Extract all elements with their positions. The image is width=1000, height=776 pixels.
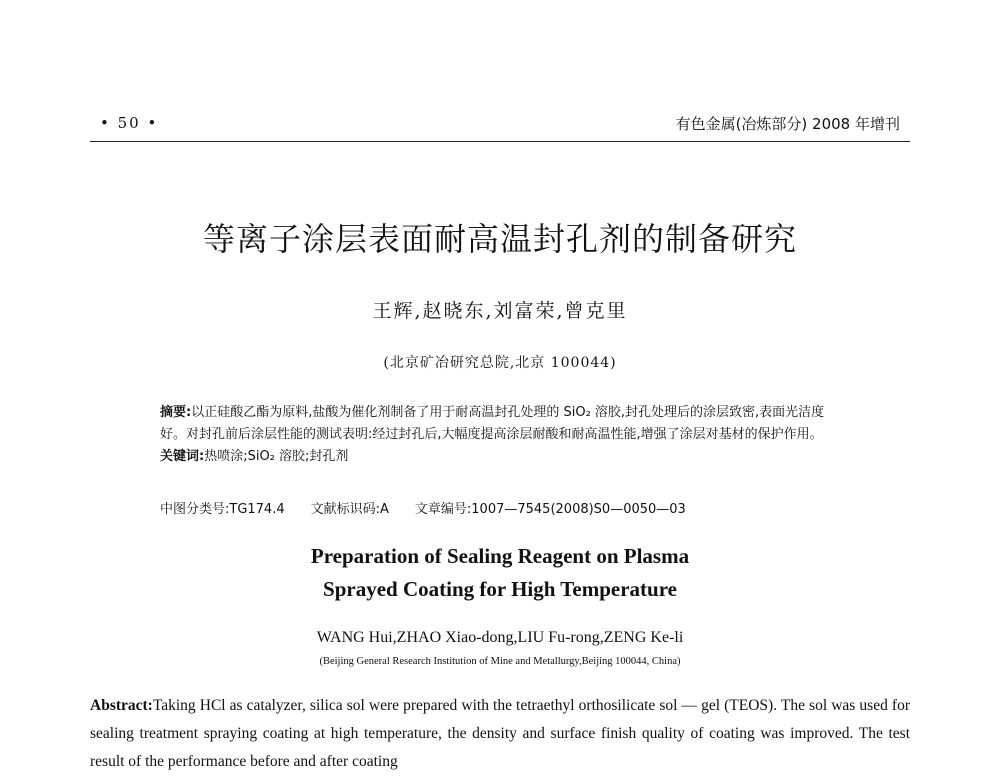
- title-chinese: 等离子涂层表面耐高温封孔剂的制备研究: [202, 220, 797, 258]
- affiliation-english: (Beijing General Research Institution of Mine and Metallurgy,Beijing 100044, China): [319, 656, 681, 667]
- authors-english: WANG Hui,ZHAO Xiao-dong,LIU Fu-rong,ZENG Ke-li: [316, 629, 684, 646]
- article-number: 文章编号:1007—7545(2008)S0—0050—03: [414, 502, 686, 517]
- abstract-chinese-body: [160, 402, 850, 446]
- title-english: [0, 540, 1000, 606]
- document-code: 文献标识码:A: [310, 502, 389, 517]
- abstract-english-text: Taking HCl as catalyzer, silica sol were prepared with the tetraethyl orthosilicate sol — gel (TEOS). The sol was used for sealing treatment spraying coating at high temperature, the density and surface finish quality of coating was improved. The test result of the performance before and after coating: [90, 697, 910, 770]
- keywords-chinese-label: 关键词:: [160, 449, 205, 464]
- abstract-english-body: [90, 692, 910, 776]
- affiliation-chinese: (北京矿冶研究总院,北京 100044): [383, 355, 617, 371]
- abstract-chinese-label: 摘要:: [160, 405, 192, 420]
- journal-header: 有色金属(冶炼部分) 2008 年增刊: [675, 115, 900, 133]
- clc-number: 中图分类号:TG174.4: [160, 502, 285, 517]
- abstract-chinese-text: 以正硅酸乙酯为原料,盐酸为催化剂制备了用于耐高温封孔处理的 SiO₂ 溶胶,封孔处理后的涂层致密,表面光洁度好。对封孔前后涂层性能的测试表明:经过封孔后,大幅度提高涂层耐酸和耐高温性能,增强了涂层对基材的保护作用。: [160, 405, 825, 442]
- keywords-chinese: [160, 446, 850, 468]
- classification-row: [160, 498, 880, 517]
- title-english-line2: Sprayed Coating for High Temperature: [323, 577, 677, 601]
- title-english-line1: Preparation of Sealing Reagent on Plasma: [310, 544, 690, 568]
- authors-chinese: 王辉,赵晓东,刘富荣,曾克里: [372, 300, 628, 322]
- keywords-chinese-text: 热喷涂;SiO₂ 溶胶;封孔剂: [204, 449, 349, 464]
- abstract-english: [90, 692, 910, 776]
- abstract-chinese: [160, 402, 850, 468]
- header-rule: [90, 141, 910, 142]
- page-number: • 50 •: [100, 114, 159, 132]
- abstract-english-label: Abstract:: [90, 697, 153, 714]
